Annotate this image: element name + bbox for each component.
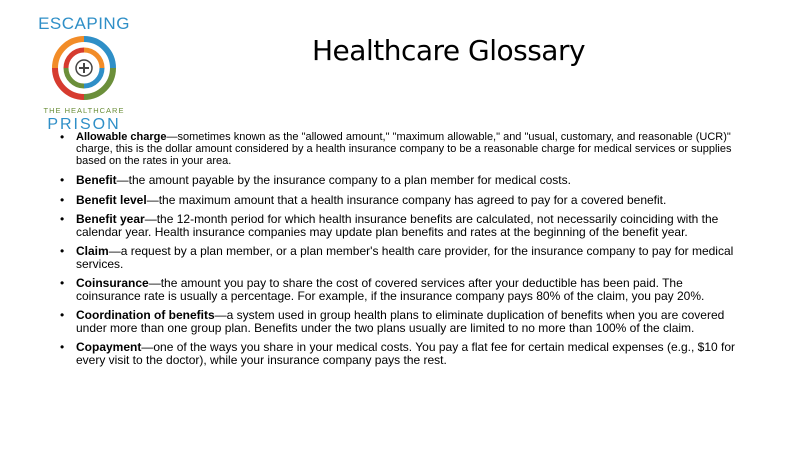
glossary-definition: —a request by a plan member, or a plan member's health care provider, for the insurance company to pay for medical services. — [76, 244, 734, 271]
glossary-item-benefit-level — [60, 194, 750, 207]
glossary-term: Coinsurance — [76, 276, 149, 290]
logo-bottom-text: PRISON — [47, 116, 121, 133]
glossary-definition: —the amount payable by the insurance company to a plan member for medical costs. — [116, 173, 571, 187]
glossary-item-copayment — [60, 341, 750, 366]
glossary-term: Benefit level — [76, 192, 147, 207]
glossary-term: Benefit year — [76, 212, 145, 226]
glossary-definition: —a system used in group health plans to eliminate duplication of benefits when you are covered under more than one group plan. Benefits under the two plans usually are limited to no more than 100% of the claim. — [76, 308, 725, 335]
glossary-definition: —the maximum amount that a health insurance company has agreed to pay for a covered benefit. — [146, 192, 667, 207]
glossary-definition: —the amount you pay to share the cost of covered services after your deductible has been paid. The coinsurance rate is usually a percentage. For example, if the insurance company pays 80% of the claim, you pay 20%. — [76, 276, 705, 303]
page-title: Healthcare Glossary — [312, 34, 586, 67]
glossary-definition: —the 12-month period for which health insurance benefits are calculated, not necessarily coinciding with the calendar year. Health insurance companies may update plan benefits and rates at the beginning of the benefit year. — [76, 212, 719, 239]
glossary-term: Copayment — [76, 340, 142, 354]
glossary-list — [60, 131, 750, 373]
glossary-term: Benefit — [76, 173, 117, 187]
glossary-item-benefit — [60, 174, 750, 187]
logo-top-text: ESCAPING — [38, 14, 130, 33]
brand-logo — [32, 14, 136, 133]
glossary-item-coinsurance — [60, 277, 750, 302]
logo-subtitle: THE HEALTHCARE — [43, 106, 125, 115]
glossary-term: Allowable charge — [76, 131, 167, 143]
glossary-definition: —sometimes known as the "allowed amount," "maximum allowable," and "usual, customary, and reasonable (UCR)" charge, this is the dollar amount considered by a health insurance company to be a reasonable charge for medical services or supplies based on the rates in your area. — [76, 131, 732, 167]
glossary-definition: —one of the ways you share in your medical costs. You pay a flat fee for certain medical expenses (e.g., $10 for every visit to the doctor), while your insurance company pays the rest. — [76, 340, 736, 367]
glossary-item-benefit-year — [60, 213, 750, 238]
glossary-term: Coordination of benefits — [76, 308, 215, 322]
glossary-term: Claim — [76, 244, 109, 258]
glossary-item-coordination-of-benefits — [60, 309, 750, 334]
logo-emblem-icon — [50, 34, 118, 102]
glossary-item-allowable-charge — [60, 131, 750, 167]
glossary-item-claim — [60, 245, 750, 270]
